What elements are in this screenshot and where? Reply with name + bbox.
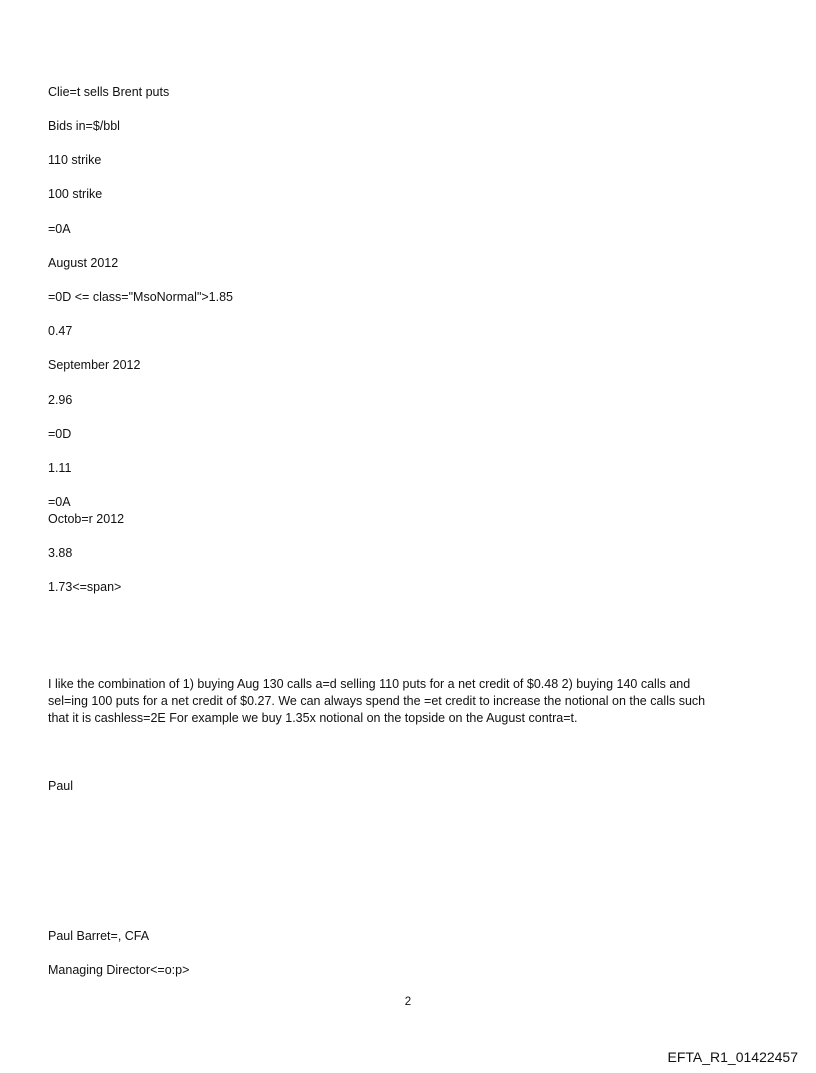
text-line: August 2012: [48, 256, 119, 270]
paragraph-line: that it is cashless=2E For example we buy 1.35x notional on the topside on the August contra=t.: [48, 711, 578, 725]
text-line: September 2012: [48, 358, 141, 372]
text-line: Clie=t sells Brent puts: [48, 85, 170, 99]
page-number: 2: [404, 996, 412, 1008]
text-line: =0D: [48, 427, 72, 441]
text-line: Bids in=$/bbl: [48, 119, 120, 133]
text-line: 0.47: [48, 324, 73, 338]
text-line: 3.88: [48, 546, 73, 560]
signature-name: Paul Barret=, CFA: [48, 929, 150, 943]
sign-off: Paul: [48, 779, 74, 793]
signature-title: Managing Director<=o:p>: [48, 963, 190, 977]
text-line: Octob=r 2012: [48, 512, 125, 526]
paragraph-line: sel=ing 100 puts for a net credit of $0.27. We can always spend the =et credit to increase the notional on the calls such: [48, 694, 706, 708]
text-line: 1.73<=span>: [48, 580, 122, 594]
text-line: 100 strike: [48, 187, 103, 201]
text-line: =0D <= class="MsoNormal">1.85: [48, 290, 234, 304]
text-line: 2.96: [48, 393, 73, 407]
paragraph-line: I like the combination of 1) buying Aug 130 calls a=d selling 110 puts for a net credit of $0.48 2) buying 140 calls and: [48, 677, 691, 691]
text-line: 110 strike: [48, 153, 102, 167]
text-line: =0A: [48, 495, 71, 509]
document-id: EFTA_R1_01422457: [667, 1049, 798, 1065]
text-line: =0A: [48, 222, 71, 236]
text-line: 1.11: [48, 461, 72, 475]
